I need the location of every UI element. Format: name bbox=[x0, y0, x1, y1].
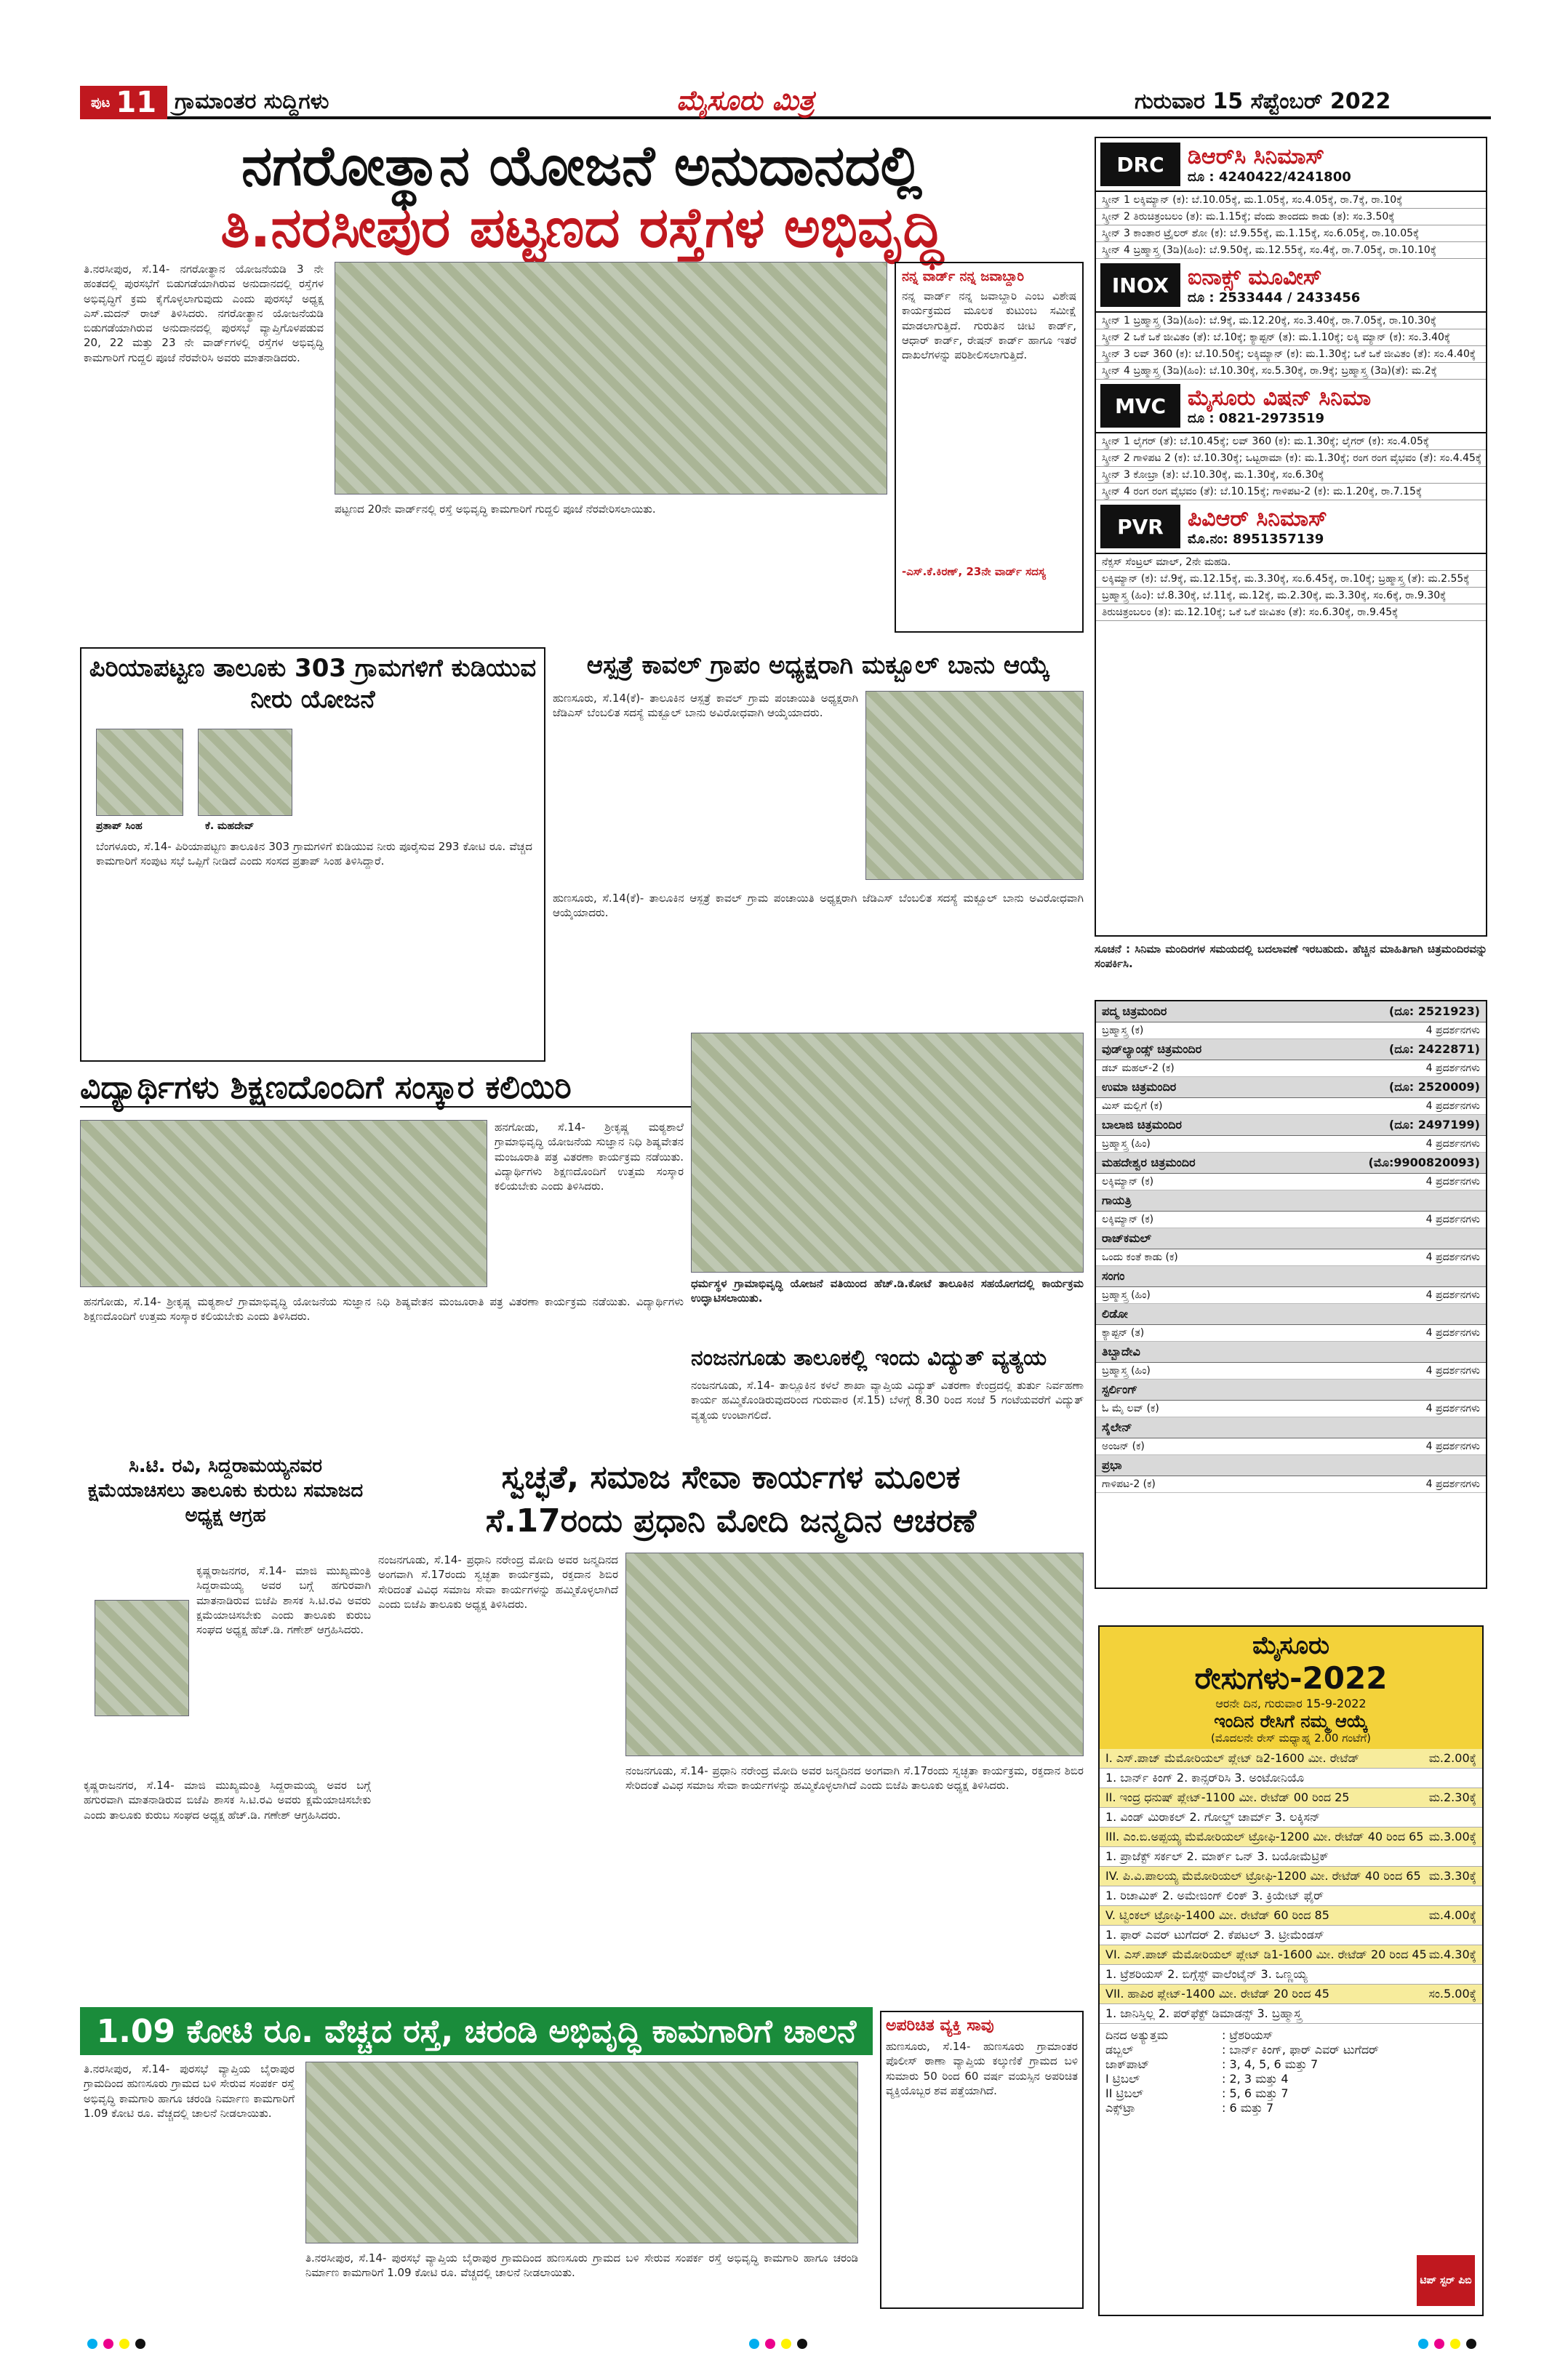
race-name: I. ಎಸ್.ಪಾಜ್ ಮೆಮೋರಿಯಲ್ ಪ್ಲೇಟ್ ಡಿ2-1600 ಮೀ. ರೇಟೆಡ್ bbox=[1105, 1751, 1359, 1765]
show-count: 4 ಪ್ರದರ್ಶನಗಳು bbox=[1425, 1289, 1480, 1301]
race-footer-value: : 5, 6 ಮತ್ತು 7 bbox=[1222, 2086, 1289, 2100]
theatre-name: ವುಡ್‌ಲ್ಯಾಂಡ್ಸ್ ಚಿತ್ರಮಂದಿರ bbox=[1102, 1042, 1202, 1056]
students-photo bbox=[80, 1120, 487, 1287]
cinema-header bbox=[1096, 138, 1486, 192]
show-title: ಬ್ರಹ್ಮಾಸ್ತ್ರ (ಹಿಂ) bbox=[1102, 1138, 1151, 1150]
cinema-notice: ಸೂಚನೆ : ಸಿನಿಮಾ ಮಂದಿರಗಳ ಸಮಯದಲ್ಲಿ ಬದಲಾವಣೆ ಇರಬಹುದು. ಹೆಚ್ಚಿನ ಮಾಹಿತಿಗಾಗಿ ಚಿತ್ರಮಂದಿರವನ್ನು ಸಂಪರ್ಕಿಸಿ. bbox=[1095, 942, 1487, 971]
cinema-screen-row: ತಿರುಚಿತ್ರಂಬಲಂ (ತ): ಮ.12.10ಕ್ಕೆ; ಒಕೆ ಒಕೆ ಜೀವಿತಂ (ತೆ): ಸಂ.6.30ಕ್ಕೆ, ರಾ.9.45ಕ್ಕೆ bbox=[1096, 604, 1486, 621]
race-row bbox=[1100, 1827, 1482, 1847]
theatre-header bbox=[1096, 1001, 1486, 1022]
registration-dots-left bbox=[87, 2338, 151, 2352]
race-date: ಆರನೇ ದಿನ, ಗುರುವಾರ 15-9-2022 bbox=[1215, 1697, 1367, 1710]
show-count: 4 ಪ್ರದರ್ಶನಗಳು bbox=[1425, 1365, 1480, 1377]
ravi-body-2: ಕೃಷ್ಣರಾಜನಗರ, ಸೆ.14- ಮಾಜಿ ಮುಖ್ಯಮಂತ್ರಿ ಸಿದ್ದರಾಮಯ್ಯ ಅವರ ಬಗ್ಗೆ ಹಗುರವಾಗಿ ಮಾತನಾಡಿರುವ ಬಿಜೆಪಿ ಶಾಸಕ ಸಿ.ಟಿ.ರವಿ ಅವರು ಕ್ಷಮೆಯಾಚಿಸಬೇಕು ಎಂದು ತಾಲೂಕು ಕುರುಬ ಸಂಘದ ಅಧ್ಯಕ್ಷ ಹೆಚ್.ಡಿ. ಗಣೇಶ್ ಆಗ್ರಹಿಸಿದರು. bbox=[84, 1779, 371, 1822]
side-box-title: ನನ್ನ ವಾರ್ಡ್ ನನ್ನ ಜವಾಬ್ದಾರಿ bbox=[902, 269, 1025, 284]
power-headline: ನಂಜನಗೂಡು ತಾಲೂಕಲ್ಲಿ ಇಂದು ವಿದ್ಯುತ್ ವ್ಯತ್ಯಯ bbox=[691, 1345, 1047, 1371]
race-start: (ಮೊದಲನೇ ರೇಸ್ ಮಧ್ಯಾಹ್ನ 2.00 ಗಂಟೆಗೆ) bbox=[1211, 1732, 1371, 1745]
theatre-name: ರಾಜ್‌ಕಮಲ್ bbox=[1102, 1231, 1152, 1245]
theatre-show-row bbox=[1096, 1438, 1486, 1455]
tipster-badge: ಟಿಪ್ ಸ್ಟರ್ ಪಿಬಿ bbox=[1417, 2255, 1475, 2306]
accident-body: ಹುಣಸೂರು, ಸೆ.14- ಹುಣಸೂರು ಗ್ರಾಮಾಂತರ ಪೊಲೀಸ್ ಠಾಣಾ ವ್ಯಾಪ್ತಿಯ ಕಲ್ಕುಣಿಕೆ ಗ್ರಾಮದ ಬಳಿ ಸುಮಾರು 50 ರಿಂದ 60 ವರ್ಷ ವಯಸ್ಸಿನ ಅಪರಿಚಿತ ವ್ಯಕ್ತಿಯೊಬ್ಬರ ಶವ ಪತ್ತೆಯಾಗಿದೆ. bbox=[886, 2040, 1078, 2097]
show-title: ಮಿಸ್ ಮಲ್ಲಿಗೆ (ಕ) bbox=[1102, 1100, 1163, 1112]
theatre-name: ಲಿಡೋ bbox=[1102, 1307, 1128, 1321]
race-picks: 1. ವಿಂಡ್ ಮಿರಾಕಲ್ 2. ಗೋಲ್ಡ್ ಚಾರ್ಮ್ 3. ಲಕ್ಕಿಸನ್ bbox=[1100, 1808, 1482, 1827]
race-footer-label: ಡಬ್ಬಲ್ bbox=[1105, 2043, 1134, 2057]
show-title: ಬ್ರಹ್ಮಾಸ್ತ್ರ (ಹಿಂ) bbox=[1102, 1289, 1151, 1301]
theatre-name: ಸ್ಟರ್ಲಿಂಗ್ bbox=[1102, 1382, 1138, 1396]
race-name: VI. ಎಸ್.ಪಾಜ್ ಮೆಮೋರಿಯಲ್ ಪ್ಲೇಟ್ ಡಿ1-1600 ಮೀ. ರೇಟೆಡ್ 20 ರಿಂದ 45 bbox=[1105, 1947, 1427, 1961]
cinema-screen-row: ಸ್ಕ್ರೀನ್ 4 ರಂಗ ರಂಗ ವೈಭವಂ (ತೆ): ಬೆ.10.15ಕ್ಕೆ; ಗಾಳಿಪಟ-2 (ಕ): ಮ.1.20ಕ್ಕೆ, ರಾ.7.15ಕ್ಕೆ bbox=[1096, 484, 1486, 500]
water-headline: ಪಿರಿಯಾಪಟ್ಟಣ ತಾಲೂಕು 303 ಗ್ರಾಮಗಳಿಗೆ ಕುಡಿಯುವ ನೀರು ಯೋಜನೆ bbox=[89, 654, 537, 714]
theatre-header bbox=[1096, 1039, 1486, 1060]
theatre-show-row bbox=[1096, 1287, 1486, 1304]
show-count: 4 ಪ್ರದರ್ಶನಗಳು bbox=[1425, 1252, 1480, 1263]
students-body-col: ಹನಗೋಡು, ಸೆ.14- ಶ್ರೀಕೃಷ್ಣ ಮಠ್ಯಶಾಲೆ ಗ್ರಾಮಾಭಿವೃದ್ಧಿ ಯೋಜನೆಯ ಸುಜ್ಞಾನ ನಿಧಿ ಶಿಷ್ಯವೇತನ ಮಂಜೂರಾತಿ ಪತ್ರ ವಿತರಣಾ ಕಾರ್ಯಕ್ರಮ ನಡೆಯಿತು. ವಿದ್ಯಾರ್ಥಿಗಳು ಶಿಕ್ಷಣದೊಂದಿಗೆ ಉತ್ತಮ ಸಂಸ್ಕಾರ ಕಲಿಯಬೇಕು ಎಂದು ತಿಳಿಸಿದರು. bbox=[495, 1121, 684, 1193]
race-time: ಸಂ.5.00ಕ್ಕೆ bbox=[1428, 1987, 1476, 2001]
hospital-body: ಹುಣಸೂರು, ಸೆ.14(ಕೆ)- ತಾಲೂಕಿನ ಆಸ್ಪತ್ರೆ ಕಾವಲ್ ಗ್ರಾಮ ಪಂಚಾಯಿತಿ ಅಧ್ಯಕ್ಷರಾಗಿ ಜೆಡಿಎಸ್ ಬೆಂಬಲಿತ ಸದಸ್ಯೆ ಮಕ್ಬೂಲ್ ಬಾನು ಅವಿರೋಧವಾಗಿ ಆಯ್ಕೆಯಾದರು. bbox=[553, 692, 858, 720]
cinema-screen-row: ನೆಕ್ಸಸ್ ಸೆಂಟ್ರಲ್ ಮಾಲ್, 2ನೇ ಮಹಡಿ. bbox=[1096, 554, 1486, 571]
cinema-name: ಪಿವಿಆರ್ ಸಿನಿಮಾಸ್ bbox=[1188, 506, 1327, 532]
race-list bbox=[1100, 1749, 1482, 2024]
ravi-body: ಕೃಷ್ಣರಾಜನಗರ, ಸೆ.14- ಮಾಜಿ ಮುಖ್ಯಮಂತ್ರಿ ಸಿದ್ದರಾಮಯ್ಯ ಅವರ ಬಗ್ಗೆ ಹಗುರವಾಗಿ ಮಾತನಾಡಿರುವ ಬಿಜೆಪಿ ಶಾಸಕ ಸಿ.ಟಿ.ರವಿ ಅವರು ಕ್ಷಮೆಯಾಚಿಸಬೇಕು ಎಂದು ತಾಲೂಕು ಕುರುಬ ಸಂಘದ ಅಧ್ಯಕ್ಷ ಹೆಚ್.ಡಿ. ಗಣೇಶ್ ಆಗ್ರಹಿಸಿದರು. bbox=[196, 1564, 371, 1636]
race-picks: 1. ಬಾರ್ನ್ ಕಿಂಗ್ 2. ಕಾನ್ಸರ್‌ರಿಸಿ 3. ಅಂಟೋನಿಯೊ bbox=[1100, 1769, 1482, 1788]
cinema-name: ಮೈಸೂರು ವಿಷನ್ ಸಿನಿಮಾ bbox=[1188, 385, 1372, 411]
race-footer-row bbox=[1105, 2028, 1476, 2043]
show-title: ಬ್ರಹ್ಮಾಸ್ತ್ರ (ಹಿಂ) bbox=[1102, 1365, 1151, 1377]
cinema-list bbox=[1096, 138, 1486, 621]
masthead: ಮೈಸೂರು ಮಿತ್ರ bbox=[676, 84, 815, 116]
show-title: ಬ್ರಹ್ಮಾಸ್ತ್ರ (ಕ) bbox=[1102, 1025, 1144, 1036]
race-name: III. ಎಂ.ಬಿ.ಅಪ್ಪಯ್ಯ ಮೆಮೋರಿಯಲ್ ಟ್ರೋಫಿ-1200 ಮೀ. ರೇಟೆಡ್ 40 ರಿಂದ 65 bbox=[1105, 1830, 1424, 1843]
side-box-author: -ಎಸ್.ಕೆ.ಕಿರಣ್, 23ನೇ ವಾರ್ಡ್ ಸದಸ್ಯ bbox=[902, 565, 1046, 578]
cinema-info bbox=[1188, 506, 1327, 547]
hospital-body-2: ಹುಣಸೂರು, ಸೆ.14(ಕೆ)- ತಾಲೂಕಿನ ಆಸ್ಪತ್ರೆ ಕಾವಲ್ ಗ್ರಾಮ ಪಂಚಾಯಿತಿ ಅಧ್ಯಕ್ಷರಾಗಿ ಜೆಡಿಎಸ್ ಬೆಂಬಲಿತ ಸದಸ್ಯೆ ಮಕ್ಬೂಲ್ ಬಾನು ಅವಿರೋಧವಾಗಿ ಆಯ್ಕೆಯಾದರು. bbox=[553, 892, 1084, 920]
race-footer-label: I ಟ್ರಿಬಲ್ bbox=[1105, 2072, 1140, 2086]
show-count: 4 ಪ್ರದರ್ಶನಗಳು bbox=[1425, 1441, 1480, 1452]
theatre-name: ಸೈಲೇನ್ bbox=[1102, 1420, 1132, 1434]
modi-body-2: ನಂಜನಗೂಡು, ಸೆ.14- ಪ್ರಧಾನಿ ನರೇಂದ್ರ ಮೋದಿ ಅವರ ಜನ್ಮದಿನದ ಅಂಗವಾಗಿ ಸೆ.17ರಂದು ಸ್ವಚ್ಛತಾ ಕಾರ್ಯಕ್ರಮ, ರಕ್ತದಾನ ಶಿಬಿರ ಸೇರಿದಂತೆ ವಿವಿಧ ಸಮಾಜ ಸೇವಾ ಕಾರ್ಯಗಳನ್ನು ಹಮ್ಮಿಕೊಳ್ಳಲಾಗಿದೆ ಎಂದು ಬಿಜೆಪಿ ತಾಲೂಕು ಅಧ್ಯಕ್ಷ ತಿಳಿಸಿದರು. bbox=[625, 1764, 1084, 1793]
theatre-header bbox=[1096, 1153, 1486, 1174]
theatre-phone: (ದೂ: 2422871) bbox=[1388, 1042, 1480, 1056]
page-number: 11 bbox=[116, 86, 157, 119]
theatre-show-row bbox=[1096, 1060, 1486, 1077]
theatre-phone: (ದೂ: 2521923) bbox=[1388, 1004, 1480, 1018]
race-picks: 1. ಪ್ರಾಜೆಕ್ಟ್ ಸರ್ಕಲ್ 2. ಮಾರ್ಕ್ ಒನ್ 3. ಬಯೋಮೆಟ್ರಿಕ್ bbox=[1100, 1847, 1482, 1867]
race-footer-row bbox=[1105, 2072, 1476, 2086]
cinema-info bbox=[1188, 385, 1371, 426]
show-count: 4 ಪ್ರದರ್ಶನಗಳು bbox=[1425, 1138, 1480, 1150]
race-footer-row bbox=[1105, 2043, 1476, 2057]
theatre-phone: (ದೂ: 2497199) bbox=[1388, 1118, 1480, 1132]
ravi-headline: ಸಿ.ಟಿ. ರವಿ, ಸಿದ್ದರಾಮಯ್ಯನವರ ಕ್ಷಮೆಯಾಚಿಸಲು ತಾಲೂಕು ಕುರುಬ ಸಮಾಜದ ಅಧ್ಯಕ್ಷ ಆಗ್ರಹ bbox=[87, 1455, 364, 1526]
cinema-screen-row: ಬ್ರಹ್ಮಾಸ್ತ್ರ (ಹಿಂ): ಬೆ.8.30ಕ್ಕೆ, ಬೆ.11ಕ್ಕೆ, ಮ.12ಕ್ಕೆ, ಮ.2.30ಕ್ಕೆ, ಮ.3.30ಕ್ಕೆ, ಸಂ.6ಕ್ಕೆ, ರಾ.9.30ಕ್ಕೆ bbox=[1096, 588, 1486, 604]
race-footer-label: II ಟ್ರಿಬಲ್ bbox=[1105, 2086, 1144, 2100]
students-body: ಹನಗೋಡು, ಸೆ.14- ಶ್ರೀಕೃಷ್ಣ ಮಠ್ಯಶಾಲೆ ಗ್ರಾಮಾಭಿವೃದ್ಧಿ ಯೋಜನೆಯ ಸುಜ್ಞಾನ ನಿಧಿ ಶಿಷ್ಯವೇತನ ಮಂಜೂರಾತಿ ಪತ್ರ ವಿತರಣಾ ಕಾರ್ಯಕ್ರಮ ನಡೆಯಿತು. ವಿದ್ಯಾರ್ಥಿಗಳು ಶಿಕ್ಷಣದೊಂದಿಗೆ ಉತ್ತಮ ಸಂಸ್ಕಾರ ಕಲಿಯಬೇಕು ಎಂದು ತಿಳಿಸಿದರು. bbox=[84, 1295, 684, 1324]
show-title: ಅಂಜನ್ (ಕ) bbox=[1102, 1441, 1145, 1452]
page-number-box bbox=[80, 86, 167, 119]
students-caption: ಧರ್ಮಸ್ಥಳ ಗ್ರಾಮಾಭಿವೃದ್ಧಿ ಯೋಜನೆ ವತಿಯಿಂದ ಹೆಚ್.ಡಿ.ಕೋಟೆ ತಾಲೂಕಿನ ಸಹಯೋಗದಲ್ಲಿ ಕಾರ್ಯಕ್ರಮ ಉದ್ಘಾಟಿಸಲಾಯಿತು. bbox=[691, 1277, 1084, 1305]
cinema-header bbox=[1096, 259, 1486, 313]
cinema-info bbox=[1188, 144, 1351, 185]
show-count: 4 ಪ್ರದರ್ಶನಗಳು bbox=[1425, 1403, 1480, 1414]
lead-photo bbox=[335, 262, 887, 495]
race-picks: 1. ಜಾನಿಸ್ತಿಲ್ಲ 2. ಪರ್‌ಫೆಕ್ಟ್ ಡಿಮಾಡನ್ಸ್ 3. ಬ್ರಹ್ಮಾಸ್ತ್ರ bbox=[1100, 2004, 1482, 2024]
race-sub: ಇಂದಿನ ರೇಸಿಗೆ ನಮ್ಮ ಆಯ್ಕೆ bbox=[1214, 1711, 1368, 1732]
theatre-header bbox=[1096, 1342, 1486, 1363]
show-count: 4 ಪ್ರದರ್ಶನಗಳು bbox=[1425, 1062, 1480, 1074]
race-name: V. ಟ್ವಿಂಕಲ್ ಟ್ರೋಫಿ-1400 ಮೀ. ರೇಟೆಡ್ 60 ರಿಂದ 85 bbox=[1105, 1908, 1329, 1922]
theatre-name: ಪದ್ಮ ಚಿತ್ರಮಂದಿರ bbox=[1102, 1004, 1167, 1018]
theatre-show-row bbox=[1096, 1363, 1486, 1380]
cinema-screen-row: ಸ್ಕ್ರೀನ್ 2 ಗಾಳಿಪಟ 2 (ಕ): ಬೆ.10.30ಕ್ಕೆ; ಒಟ್ಟರಾಮಾ (ಕ): ಮ.1.30ಕ್ಕೆ; ರಂಗ ರಂಗ ವೈಭವಂ (ತೆ): ಸಂ.4.45ಕ್ಕೆ bbox=[1096, 450, 1486, 467]
cinema-name: ಐನಾಕ್ಸ್ ಮೂವೀಸ್ bbox=[1188, 265, 1322, 290]
theatre-name: ಮಹದೇಶ್ವರ ಚಿತ್ರಮಂದಿರ bbox=[1102, 1156, 1196, 1169]
side-box-body: ನನ್ನ ವಾರ್ಡ್ ನನ್ನ ಜವಾಬ್ದಾರಿ ಎಂಬ ವಿಶೇಷ ಕಾರ್ಯಕ್ರಮದ ಮೂಲಕ ಕುಟುಂಬ ಸಮೀಕ್ಷೆ ಮಾಡಲಾಗುತ್ತಿದೆ. ಗುರುತಿನ ಚೀಟಿ ಕಾರ್ಡ್, ಆಧಾರ್ ಕಾರ್ಡ್, ರೇಷನ್ ಕಾರ್ಡ್ ಹಾಗೂ ಇತರೆ ದಾಖಲೆಗಳನ್ನು ಪರಿಶೀಲಿಸಲಾಗುತ್ತಿದೆ. bbox=[902, 289, 1076, 361]
theatre-show-row bbox=[1096, 1249, 1486, 1266]
theatre-show-row bbox=[1096, 1325, 1486, 1342]
show-count: 4 ಪ್ರದರ್ಶನಗಳು bbox=[1425, 1327, 1480, 1339]
theatre-name: ಬಾಲಾಜಿ ಚಿತ್ರಮಂದಿರ bbox=[1102, 1118, 1182, 1132]
modi-headline-2: ಸೆ.17ರಂದು ಪ್ರಧಾನಿ ಮೋದಿ ಜನ್ಮದಿನ ಆಚರಣೆ bbox=[485, 1502, 977, 1540]
lead-headline-2: ತಿ.ನರಸೀಪುರ ಪಟ್ಟಣದ ರಸ್ತೆಗಳ ಅಭಿವೃದ್ಧಿ bbox=[220, 195, 943, 260]
theatre-listings bbox=[1095, 1000, 1487, 1589]
theatre-header bbox=[1096, 1304, 1486, 1325]
race-footer-value: : ಟ್ರೆಶರಿಯಸ್ bbox=[1222, 2028, 1273, 2042]
hospital-headline: ಆಸ್ಪತ್ರೆ ಕಾವಲ್ ಗ್ರಾಪಂ ಅಧ್ಯಕ್ಷರಾಗಿ ಮಕ್ಬೂಲ್ ಬಾನು ಆಯ್ಕೆ bbox=[586, 651, 1050, 680]
race-row bbox=[1100, 1867, 1482, 1886]
show-title: ಗಾಳಿಪಟ-2 (ಕ) bbox=[1102, 1478, 1156, 1490]
lead-body: ತಿ.ನರಸೀಪುರ, ಸೆ.14- ನಗರೋತ್ಥಾನ ಯೋಜನೆಯಡಿ 3 ನೇ ಹಂತದಲ್ಲಿ ಪುರಸಭೆಗೆ ಬಿಡುಗಡೆಯಾಗಿರುವ ಅನುದಾನದಲ್ಲಿ ರಸ್ತೆಗಳ ಅಭಿವೃದ್ಧಿಗೆ ಕ್ರಮ ಕೈಗೊಳ್ಳಲಾಗುವುದು ಎಂದು ಪುರಸಭೆ ಅಧ್ಯಕ್ಷ ಎಸ್.ಮದನ್ ರಾಜ್ ತಿಳಿಸಿದರು. ನಗರೋತ್ಥಾನ ಯೋಜನೆಯಡಿ ಬಿಡುಗಡೆಯಾಗಿರುವ ಅನುದಾನದಲ್ಲಿ ಪುರಸಭೆ ವ್ಯಾಪ್ತಿಗೊಳಪಡುವ 20, 22 ಮತ್ತು 23 ನೇ ವಾರ್ಡ್‌ಗಳಲ್ಲಿ ರಸ್ತೆಗಳ ಅಭಿವೃದ್ಧಿ ಕಾಮಗಾರಿಗೆ ಗುದ್ದಲಿ ಪೂಜೆ ನೆರವೇರಿಸಿ ಅವರು ಮಾತನಾಡಿದರು. bbox=[84, 263, 324, 364]
race-row bbox=[1100, 1985, 1482, 2004]
registration-dots-right bbox=[1418, 2338, 1482, 2352]
race-footer-row bbox=[1105, 2086, 1476, 2101]
accident-headline: ಅಪರಿಚಿತ ವ್ಯಕ್ತಿ ಸಾವು bbox=[886, 2017, 994, 2035]
theatre-name: ಉಮಾ ಚಿತ್ರಮಂದಿರ bbox=[1102, 1080, 1177, 1094]
theatre-name: ಪ್ರಭಾ bbox=[1102, 1458, 1122, 1472]
race-picks: 1. ರಿಚಾಮಿಕ್ 2. ಅಮೇಜಿಂಗ್ ಲಿಂಕ್ 3. ಕ್ರಿಯೇಟ್ ಫೈರ್ bbox=[1100, 1886, 1482, 1906]
theatre-show-row bbox=[1096, 1174, 1486, 1190]
race-footer-label: ದಿನದ ಅತ್ಯುತ್ತಮ bbox=[1105, 2028, 1169, 2042]
race-row bbox=[1100, 1945, 1482, 1965]
cinema-listings bbox=[1095, 137, 1487, 937]
race-name: II. ಇಂದ್ರ ಧನುಷ್ ಪ್ಲೇಟ್-1100 ಮೀ. ರೇಟೆಡ್ 00 ರಿಂದ 25 bbox=[1105, 1790, 1350, 1804]
cinema-screen-row: ಸ್ಕ್ರೀನ್ 1 ಲಕ್ಕಿಮ್ಯಾನ್ (ಕ): ಬೆ.10.05ಕ್ಕೆ, ಮ.1.05ಕ್ಕೆ, ಸಂ.4.05ಕ್ಕೆ, ರಾ.7ಕ್ಕೆ, ರಾ.10ಕ್ಕೆ bbox=[1096, 192, 1486, 209]
cinema-header bbox=[1096, 380, 1486, 433]
show-title: ಲಕ್ಕಿಮ್ಯಾನ್ (ಕ) bbox=[1102, 1214, 1154, 1225]
person-photo-2 bbox=[198, 729, 292, 816]
cinema-phone: ಮೊ.ನಂ: 8951357139 bbox=[1188, 532, 1324, 547]
race-time: ಮ.2.00ಕ್ಕೆ bbox=[1428, 1751, 1476, 1765]
cinema-logo: PVR bbox=[1100, 505, 1180, 548]
race-picks: 1. ಫಾರ್ ಎವರ್ ಟುಗೆದರ್ 2. ಕೆಪಟಲ್ 3. ಟ್ರೀಮೆಂಡಸ್ bbox=[1100, 1926, 1482, 1945]
show-title: ಲಕ್ಕಿಮ್ಯಾನ್ (ಕ) bbox=[1102, 1176, 1154, 1188]
show-count: 4 ಪ್ರದರ್ಶನಗಳು bbox=[1425, 1100, 1480, 1112]
show-title: ಒಂದು ಕಂತೆ ಕಾಡು (ಕ) bbox=[1102, 1252, 1178, 1263]
cinema-logo: INOX bbox=[1100, 263, 1180, 307]
theatre-name: ಗಾಯತ್ರಿ bbox=[1102, 1193, 1132, 1207]
race-row bbox=[1100, 1906, 1482, 1926]
race-footer-label: ಎಕ್ಸ್‌ಟ್ರಾ bbox=[1105, 2101, 1136, 2115]
race-title-2: ರೇಸುಗಳು-2022 bbox=[1194, 1660, 1388, 1696]
race-time: ಮ.3.30ಕ್ಕೆ bbox=[1428, 1869, 1476, 1883]
race-footer-row bbox=[1105, 2057, 1476, 2072]
cinema-screen-row: ಸ್ಕ್ರೀನ್ 3 ಲವ್ 360 (ಕ): ಬೆ.10.50ಕ್ಕೆ; ಲಕ್ಕಿಮ್ಯಾನ್ (ಕ): ಮ.1.30ಕ್ಕೆ; ಒಕೆ ಒಕೆ ಜೀವಿತಂ (ತೆ): ಸಂ.4.40ಕ್ಕೆ bbox=[1096, 346, 1486, 363]
theatre-header bbox=[1096, 1380, 1486, 1401]
cinema-header bbox=[1096, 500, 1486, 554]
page-label: ಪುಟ bbox=[90, 95, 111, 111]
registration-dots-center bbox=[749, 2338, 813, 2352]
race-time: ಮ.4.00ಕ್ಕೆ bbox=[1428, 1908, 1476, 1922]
cinema-phone: ದೂ : 4240422/4241800 bbox=[1188, 169, 1351, 185]
theatre-show-row bbox=[1096, 1098, 1486, 1115]
race-title-1: ಮೈಸೂರು bbox=[1252, 1631, 1329, 1660]
show-title: ಓ ಮೈ ಲವ್ (ಕ) bbox=[1102, 1403, 1159, 1414]
show-title: ಡಬ್ ಮಹಲ್-2 (ಕ) bbox=[1102, 1062, 1175, 1074]
show-count: 4 ಪ್ರದರ್ಶನಗಳು bbox=[1425, 1478, 1480, 1490]
theatre-header bbox=[1096, 1266, 1486, 1287]
water-story bbox=[80, 647, 545, 1062]
lead-headline-1: ನಗರೋತ್ಥಾನ ಯೋಜನೆ ಅನುದಾನದಲ್ಲಿ bbox=[241, 133, 922, 198]
cinema-logo: DRC bbox=[1100, 143, 1180, 186]
road-body: ತಿ.ನರಸೀಪುರ, ಸೆ.14- ಪುರಸಭೆ ವ್ಯಾಪ್ತಿಯ ಬೈರಾಪುರ ಗ್ರಾಮದಿಂದ ಹುಣಸೂರು ಗ್ರಾಮದ ಬಳಿ ಸೇರುವ ಸಂಪರ್ಕ ರಸ್ತೆ ಅಭಿವೃದ್ಧಿ ಕಾಮಗಾರಿ ಹಾಗೂ ಚರಂಡಿ ನಿರ್ಮಾಣ ಕಾಮಗಾರಿಗೆ 1.09 ಕೋಟಿ ರೂ. ವೆಚ್ಚದಲ್ಲಿ ಚಾಲನೆ ನೀಡಲಾಯಿತು. bbox=[84, 2062, 295, 2120]
person-photo-1 bbox=[96, 729, 183, 816]
theatre-show-row bbox=[1096, 1476, 1486, 1493]
theatre-header bbox=[1096, 1077, 1486, 1098]
race-footer bbox=[1100, 2024, 1482, 2120]
theatre-header bbox=[1096, 1455, 1486, 1476]
cinema-screen-row: ಸ್ಕ್ರೀನ್ 1 ಬ್ರಹ್ಮಾಸ್ತ್ರ (3ಡಿ)(ಹಿಂ): ಬೆ.9ಕ್ಕೆ, ಮ.12.20ಕ್ಕೆ, ಸಂ.3.40ಕ್ಕೆ, ರಾ.7.05ಕ್ಕೆ, ರಾ.10.30ಕ್ಕೆ bbox=[1096, 313, 1486, 329]
theatre-show-row bbox=[1096, 1022, 1486, 1039]
race-footer-value: : 2, 3 ಮತ್ತು 4 bbox=[1222, 2072, 1289, 2086]
theatre-show-row bbox=[1096, 1212, 1486, 1228]
race-time: ಮ.3.00ಕ್ಕೆ bbox=[1428, 1830, 1476, 1843]
cinema-screen-row: ಲಕ್ಕಿಮ್ಯಾನ್ (ಕ): ಬೆ.9ಕ್ಕೆ, ಮ.12.15ಕ್ಕೆ, ಮ.3.30ಕ್ಕೆ, ಸಂ.6.45ಕ್ಕೆ, ರಾ.10ಕ್ಕೆ; ಬ್ರಹ್ಮಾಸ್ತ್ರ (ತೆ): ಮ.2.55ಕ್ಕೆ bbox=[1096, 571, 1486, 588]
students-photo-2 bbox=[691, 1033, 1084, 1273]
race-footer-label: ಜಾಕ್‌ಪಾಟ್ bbox=[1105, 2057, 1150, 2071]
ravi-photo bbox=[95, 1600, 189, 1716]
cinema-phone: ದೂ : 0821-2973519 bbox=[1188, 411, 1325, 426]
dateline: ಗುರುವಾರ 15 ಸೆಪ್ಟೆಂಬರ್ 2022 bbox=[1135, 89, 1391, 114]
race-row bbox=[1100, 1788, 1482, 1808]
cinema-screen-row: ಸ್ಕ್ರೀನ್ 4 ಬ್ರಹ್ಮಾಸ್ತ್ರ (3ಡಿ)(ಹಿಂ): ಬೆ.10.30ಕ್ಕೆ, ಸಂ.5.30ಕ್ಕೆ, ರಾ.9ಕ್ಕೆ; ಬ್ರಹ್ಮಾಸ್ತ್ರ (3ಡಿ)(ತೆ): ಮ.2ಕ್ಕೆ bbox=[1096, 363, 1486, 380]
cinema-screen-row: ಸ್ಕ್ರೀನ್ 4 ಬ್ರಹ್ಮಾಸ್ತ್ರ (3ಡಿ)(ಹಿಂ): ಬೆ.9.50ಕ್ಕೆ, ಮ.12.55ಕ್ಕೆ, ಸಂ.4ಕ್ಕೆ, ರಾ.7.05ಕ್ಕೆ, ರಾ.10.10ಕ್ಕೆ bbox=[1096, 242, 1486, 259]
modi-body: ನಂಜನಗೂಡು, ಸೆ.14- ಪ್ರಧಾನಿ ನರೇಂದ್ರ ಮೋದಿ ಅವರ ಜನ್ಮದಿನದ ಅಂಗವಾಗಿ ಸೆ.17ರಂದು ಸ್ವಚ್ಛತಾ ಕಾರ್ಯಕ್ರಮ, ರಕ್ತದಾನ ಶಿಬಿರ ಸೇರಿದಂತೆ ವಿವಿಧ ಸಮಾಜ ಸೇವಾ ಕಾರ್ಯಗಳನ್ನು ಹಮ್ಮಿಕೊಳ್ಳಲಾಗಿದೆ ಎಂದು ಬಿಜೆಪಿ ತಾಲೂಕು ಅಧ್ಯಕ್ಷ ತಿಳಿಸಿದರು. bbox=[378, 1553, 618, 1611]
cinema-screen-row: ಸ್ಕ್ರೀನ್ 2 ತಿರುಚಿತ್ರಂಬಲಂ (ತ): ಮ.1.15ಕ್ಕೆ; ವೆಂದು ತಾಂದದು ಕಾಡು (ತ): ಸಂ.3.50ಕ್ಕೆ bbox=[1096, 209, 1486, 225]
theatre-header bbox=[1096, 1417, 1486, 1438]
person-name-2: ಕೆ. ಮಹದೇವ್ bbox=[205, 820, 255, 832]
race-footer-row bbox=[1105, 2101, 1476, 2115]
theatre-phone: (ಮೊ:9900820093) bbox=[1368, 1156, 1480, 1169]
hospital-photo bbox=[865, 691, 1084, 880]
race-time: ಮ.4.30ಕ್ಕೆ bbox=[1428, 1947, 1476, 1961]
theatre-phone: (ದೂ: 2520009) bbox=[1388, 1080, 1480, 1094]
cinema-screen-row: ಸ್ಕ್ರೀನ್ 1 ಲೈಗರ್ (ತೆ): ಬೆ.10.45ಕ್ಕೆ; ಲವ್ 360 (ಕ): ಮ.1.30ಕ್ಕೆ; ಲೈಗರ್ (ಕ): ಸಂ.4.05ಕ್ಕೆ bbox=[1096, 433, 1486, 450]
cinema-logo: MVC bbox=[1100, 384, 1180, 428]
race-box bbox=[1098, 1625, 1484, 2316]
theatre-header bbox=[1096, 1115, 1486, 1136]
theatre-show-row bbox=[1096, 1401, 1486, 1417]
side-box bbox=[895, 262, 1084, 633]
show-title: ಕ್ಯಾಪ್ಟನ್ (ತ) bbox=[1102, 1327, 1145, 1339]
water-body: ಬೆಂಗಳೂರು, ಸೆ.14- ಪಿರಿಯಾಪಟ್ಟಣ ತಾಲೂಕಿನ 303 ಗ್ರಾಮಗಳಿಗೆ ಕುಡಿಯುವ ನೀರು ಪೂರೈಸುವ 293 ಕೋಟಿ ರೂ. ವೆಚ್ಚದ ಕಾಮಗಾರಿಗೆ ಸಂಪುಟ ಸಭೆ ಒಪ್ಪಿಗೆ ನೀಡಿದೆ ಎಂದು ಸಂಸದ ಪ್ರತಾಪ್ ಸಿಂಹ ತಿಳಿಸಿದ್ದಾರೆ. bbox=[96, 840, 532, 868]
theatre-list bbox=[1096, 1001, 1486, 1493]
modi-headline-1: ಸ್ವಚ್ಛತೆ, ಸಮಾಜ ಸೇವಾ ಕಾರ್ಯಗಳ ಮೂಲಕ bbox=[501, 1459, 961, 1496]
road-photo bbox=[305, 2062, 858, 2243]
lead-caption: ಪಟ್ಟಣದ 20ನೇ ವಾರ್ಡ್‌ನಲ್ಲಿ ರಸ್ತೆ ಅಭಿವೃದ್ಧಿ ಕಾಮಗಾರಿಗೆ ಗುದ್ದಲಿ ಪೂಜೆ ನೆರವೇರಿಸಲಾಯಿತು. bbox=[335, 503, 656, 516]
show-count: 4 ಪ್ರದರ್ಶನಗಳು bbox=[1425, 1176, 1480, 1188]
race-name: IV. ಪಿ.ವಿ.ಪಾಲಯ್ಯ ಮೆಮೋರಿಯಲ್ ಟ್ರೋಫಿ-1200 ಮೀ. ರೇಟೆಡ್ 40 ರಿಂದ 65 bbox=[1105, 1869, 1421, 1883]
section-title: ಗ್ರಾಮಾಂತರ ಸುದ್ದಿಗಳು bbox=[175, 89, 329, 114]
cinema-screen-row: ಸ್ಕ್ರೀನ್ 2 ಒಕೆ ಒಕೆ ಜೀವಿತಂ (ತೆ): ಬೆ.10ಕ್ಕೆ; ಕ್ಯಾಪ್ಟನ್ (ತ): ಮ.1.10ಕ್ಕೆ; ಲಕ್ಕಿ ಮ್ಯಾನ್ (ಕ): ಸಂ.3.40ಕ್ಕೆ bbox=[1096, 329, 1486, 346]
road-headline: 1.09 ಕೋಟಿ ರೂ. ವೆಚ್ಚದ ರಸ್ತೆ, ಚರಂಡಿ ಅಭಿವೃದ್ಧಿ ಕಾಮಗಾರಿಗೆ ಚಾಲನೆ bbox=[80, 2007, 873, 2055]
race-picks: 1. ಟ್ರೆಶರಿಯಸ್ 2. ಬಿಗ್ಗೆಸ್ಟ್ ವಾಲೆಂಟೈನ್ 3. ಒಣ್ಣಯ್ಯ bbox=[1100, 1965, 1482, 1985]
race-time: ಮ.2.30ಕ್ಕೆ bbox=[1428, 1790, 1476, 1804]
cinema-info bbox=[1188, 265, 1360, 305]
theatre-name: ಸಂಗಂ bbox=[1102, 1269, 1125, 1283]
race-row bbox=[1100, 1749, 1482, 1769]
cinema-phone: ದೂ : 2533444 / 2433456 bbox=[1188, 290, 1361, 305]
race-footer-value: : 6 ಮತ್ತು 7 bbox=[1222, 2101, 1274, 2115]
theatre-header bbox=[1096, 1190, 1486, 1212]
theatre-name: ತಿಬ್ಬಾದೇವಿ bbox=[1102, 1345, 1140, 1358]
cinema-name: ಡಿಆರ್‌ಸಿ ಸಿನಿಮಾಸ್ bbox=[1188, 144, 1325, 169]
accident-story bbox=[880, 2011, 1084, 2309]
show-count: 4 ಪ್ರದರ್ಶನಗಳು bbox=[1425, 1214, 1480, 1225]
modi-photo bbox=[625, 1553, 1084, 1756]
cinema-screen-row: ಸ್ಕ್ರೀನ್ 3 ಕಾಂತಾರ ಟ್ರೈಲರ್ ಶೋ (ಕ): ಬೆ.9.55ಕ್ಕೆ, ಮ.1.15ಕ್ಕೆ, ಸಂ.6.05ಕ್ಕೆ, ರಾ.10.05ಕ್ಕೆ bbox=[1096, 225, 1486, 242]
theatre-header bbox=[1096, 1228, 1486, 1249]
race-footer-value: : 3, 4, 5, 6 ಮತ್ತು 7 bbox=[1222, 2057, 1319, 2071]
road-body-2: ತಿ.ನರಸೀಪುರ, ಸೆ.14- ಪುರಸಭೆ ವ್ಯಾಪ್ತಿಯ ಬೈರಾಪುರ ಗ್ರಾಮದಿಂದ ಹುಣಸೂರು ಗ್ರಾಮದ ಬಳಿ ಸೇರುವ ಸಂಪರ್ಕ ರಸ್ತೆ ಅಭಿವೃದ್ಧಿ ಕಾಮಗಾರಿ ಹಾಗೂ ಚರಂಡಿ ನಿರ್ಮಾಣ ಕಾಮಗಾರಿಗೆ 1.09 ಕೋಟಿ ರೂ. ವೆಚ್ಚದಲ್ಲಿ ಚಾಲನೆ ನೀಡಲಾಯಿತು. bbox=[305, 2251, 858, 2280]
power-body: ನಂಜನಗೂಡು, ಸೆ.14- ತಾಲ್ಲೂಕಿನ ಕಳಲೆ ಶಾಖಾ ವ್ಯಾಪ್ತಿಯ ವಿದ್ಯುತ್ ವಿತರಣಾ ಕೇಂದ್ರದಲ್ಲಿ ತುರ್ತು ನಿರ್ವಹಣಾ ಕಾರ್ಯ ಹಮ್ಮಿಕೊಂಡಿರುವುದರಿಂದ ಗುರುವಾರ (ಸೆ.15) ಬೆಳಗ್ಗೆ 8.30 ರಿಂದ ಸಂಜೆ 5 ಗಂಟೆಯವರೆಗೆ ವಿದ್ಯುತ್ ವ್ಯತ್ಯಯ ಉಂಟಾಗಲಿದೆ. bbox=[691, 1379, 1084, 1422]
cinema-screen-row: ಸ್ಕ್ರೀನ್ 3 ಕೋಬ್ರಾ (ತ): ಬೆ.10.30ಕ್ಕೆ, ಮ.1.30ಕ್ಕೆ, ಸಂ.6.30ಕ್ಕೆ bbox=[1096, 467, 1486, 484]
theatre-show-row bbox=[1096, 1136, 1486, 1153]
race-name: VII. ಹಾಪಿರ ಪ್ಲೇಟ್-1400 ಮೀ. ರೇಟೆಡ್ 20 ರಿಂದ 45 bbox=[1105, 1987, 1329, 2001]
race-footer-value: : ಬಾರ್ನ್ ಕಿಂಗ್, ಫಾರ್ ಎವರ್ ಟುಗೆದರ್ bbox=[1222, 2043, 1379, 2057]
students-headline: ವಿದ್ಯಾರ್ಥಿಗಳು ಶಿಕ್ಷಣದೊಂದಿಗೆ ಸಂಸ್ಕಾರ ಕಲಿಯಿರಿ bbox=[80, 1069, 807, 1108]
show-count: 4 ಪ್ರದರ್ಶನಗಳು bbox=[1425, 1025, 1480, 1036]
person-name-1: ಪ್ರತಾಪ್ ಸಿಂಹ bbox=[96, 820, 143, 832]
